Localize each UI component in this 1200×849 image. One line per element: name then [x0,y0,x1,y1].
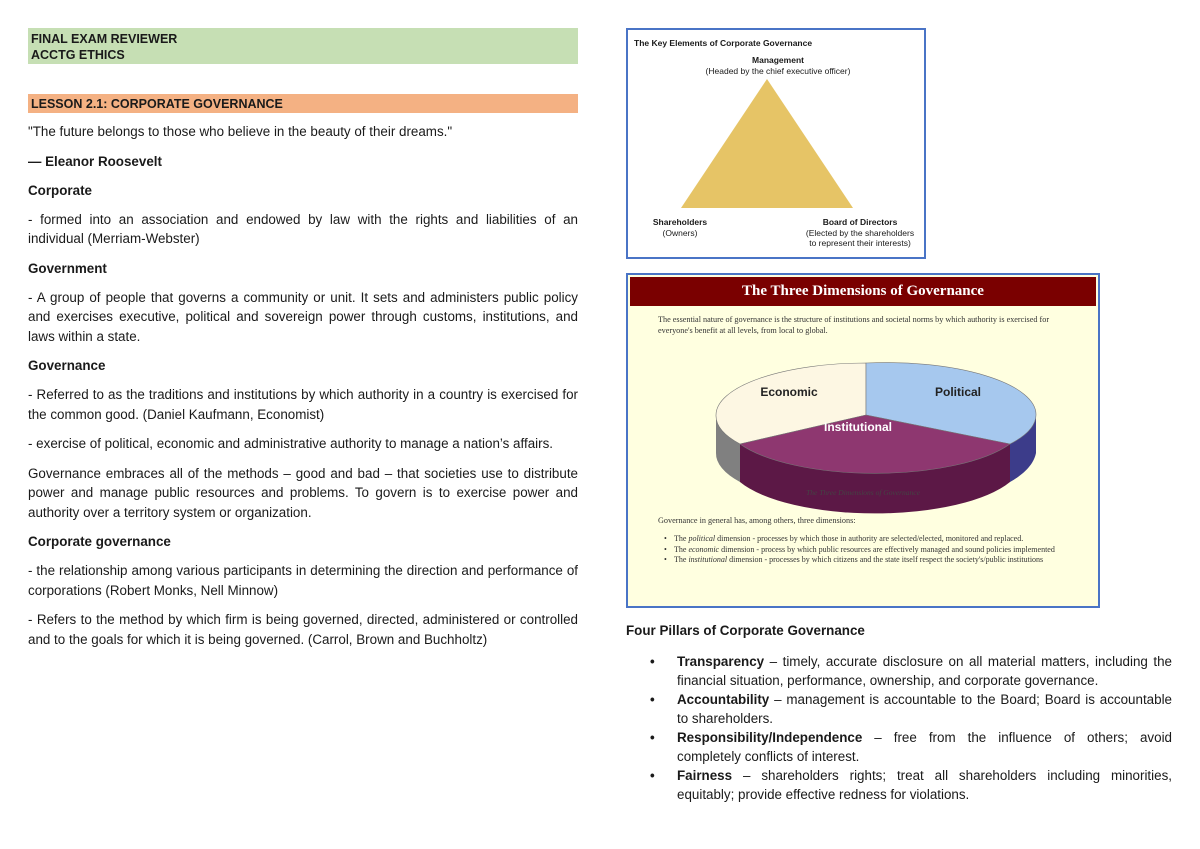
lesson-heading: LESSON 2.1: CORPORATE GOVERNANCE [28,94,578,113]
governance-paragraph: Governance embraces all of the methods – good and bad – that societies use to distribute power and manage public resources and problems. To govern is to exercise power and authority over a territory system or organization. [28,465,578,520]
pie-label-economic: Economic [760,385,818,399]
pillars-list [648,652,1172,804]
doc-title: FINAL EXAM REVIEWER [31,32,178,46]
dimensions-title: The Three Dimensions of Governance [630,277,1096,306]
corporate-definition: - formed into an association and endowed by law with the rights and liabilities of an individual (Merriam-Webster) [28,211,578,246]
list-item: • The institutional dimension - processes by which citizens and the state itself respect the society's/public institutions [662,555,1082,565]
pillar-responsibility: • Responsibility/Independence – free from the influence of others; avoid completely conflicts of interest. [648,728,1172,766]
pie-label-political: Political [934,385,982,399]
governance-definition-1: - Referred to as the traditions and institutions by which authority in a country is exercised for the common good. (Daniel Kaufmann, Economist) [28,387,578,422]
dimensions-list [662,534,1082,566]
dimensions-lead: Governance in general has, among others, three dimensions: [658,516,856,525]
governance-triangle [681,79,853,208]
shareholders-note: (Owners) [662,227,698,238]
title-band [28,28,578,64]
pie-label-institutional: Institutional [824,420,892,434]
dimensions-intro: The essential nature of governance is the structure of institutions and societal norms by which authority is exercised for everyone's benefit at all levels, from local to global. [658,315,1050,335]
list-item: • The economic dimension - process by which public resources are effectively managed and sound policies implemented [662,545,1082,555]
key-elements-title: The Key Elements of Corporate Governance [634,38,813,48]
corporate-governance-heading: Corporate governance [28,534,171,549]
governance-heading: Governance [28,358,106,373]
pillar-fairness: • Fairness – shareholders rights; treat all shareholders including minorities, equitably; provide effective redness for violations. [648,766,1172,804]
management-title: Management [752,55,804,65]
pillar-transparency: • Transparency – timely, accurate disclosure on all material matters, including the financial situation, performance, ownership, and corporate governance. [648,652,1172,690]
key-elements-figure [626,28,926,259]
board-label [794,217,926,249]
board-title: Board of Directors [822,217,898,227]
shareholders-title: Shareholders [652,217,708,227]
government-definition: - A group of people that governs a community or unit. It sets and administers public policy and exercises executive, political and sovereign power through customs, institutions, and laws within a state. [28,289,578,344]
quote-text: "The future belongs to those who believe in the beauty of their dreams." [28,124,453,139]
board-note-2: to represent their interests) [809,238,911,248]
corporate-governance-definition-2: - Refers to the method by which firm is being governed, directed, administered or controlled and to the goals for which it is being governed. (Carrol, Brown and Buchholtz) [28,612,578,647]
pie-caption: The Three Dimensions of Governance [806,488,920,497]
corporate-governance-definition-1: - the relationship among various participants in determining the direction and performance of corporations (Robert Monks, Nell Minnow) [28,563,578,598]
pillars-heading: Four Pillars of Corporate Governance [626,623,865,638]
board-note-1: (Elected by the shareholders [805,227,915,238]
pillar-accountability: • Accountability – management is accountable to the Board; Board is accountable to shareholders. [648,690,1172,728]
shareholders-label [634,217,726,238]
government-heading: Government [28,260,107,276]
corporate-heading: Corporate [28,182,92,198]
governance-definition-2: - exercise of political, economic and administrative authority to manage a nation’s affairs. [28,436,553,451]
list-item: • The political dimension - processes by which those in authority are selected/elected, monitored and replaced. [662,534,1082,544]
quote-author: — Eleanor Roosevelt [28,153,162,169]
left-column [28,28,578,649]
management-note: (Headed by the chief executive officer) [705,65,851,76]
three-dimensions-figure [626,273,1100,608]
doc-subtitle: ACCTG ETHICS [31,48,125,62]
